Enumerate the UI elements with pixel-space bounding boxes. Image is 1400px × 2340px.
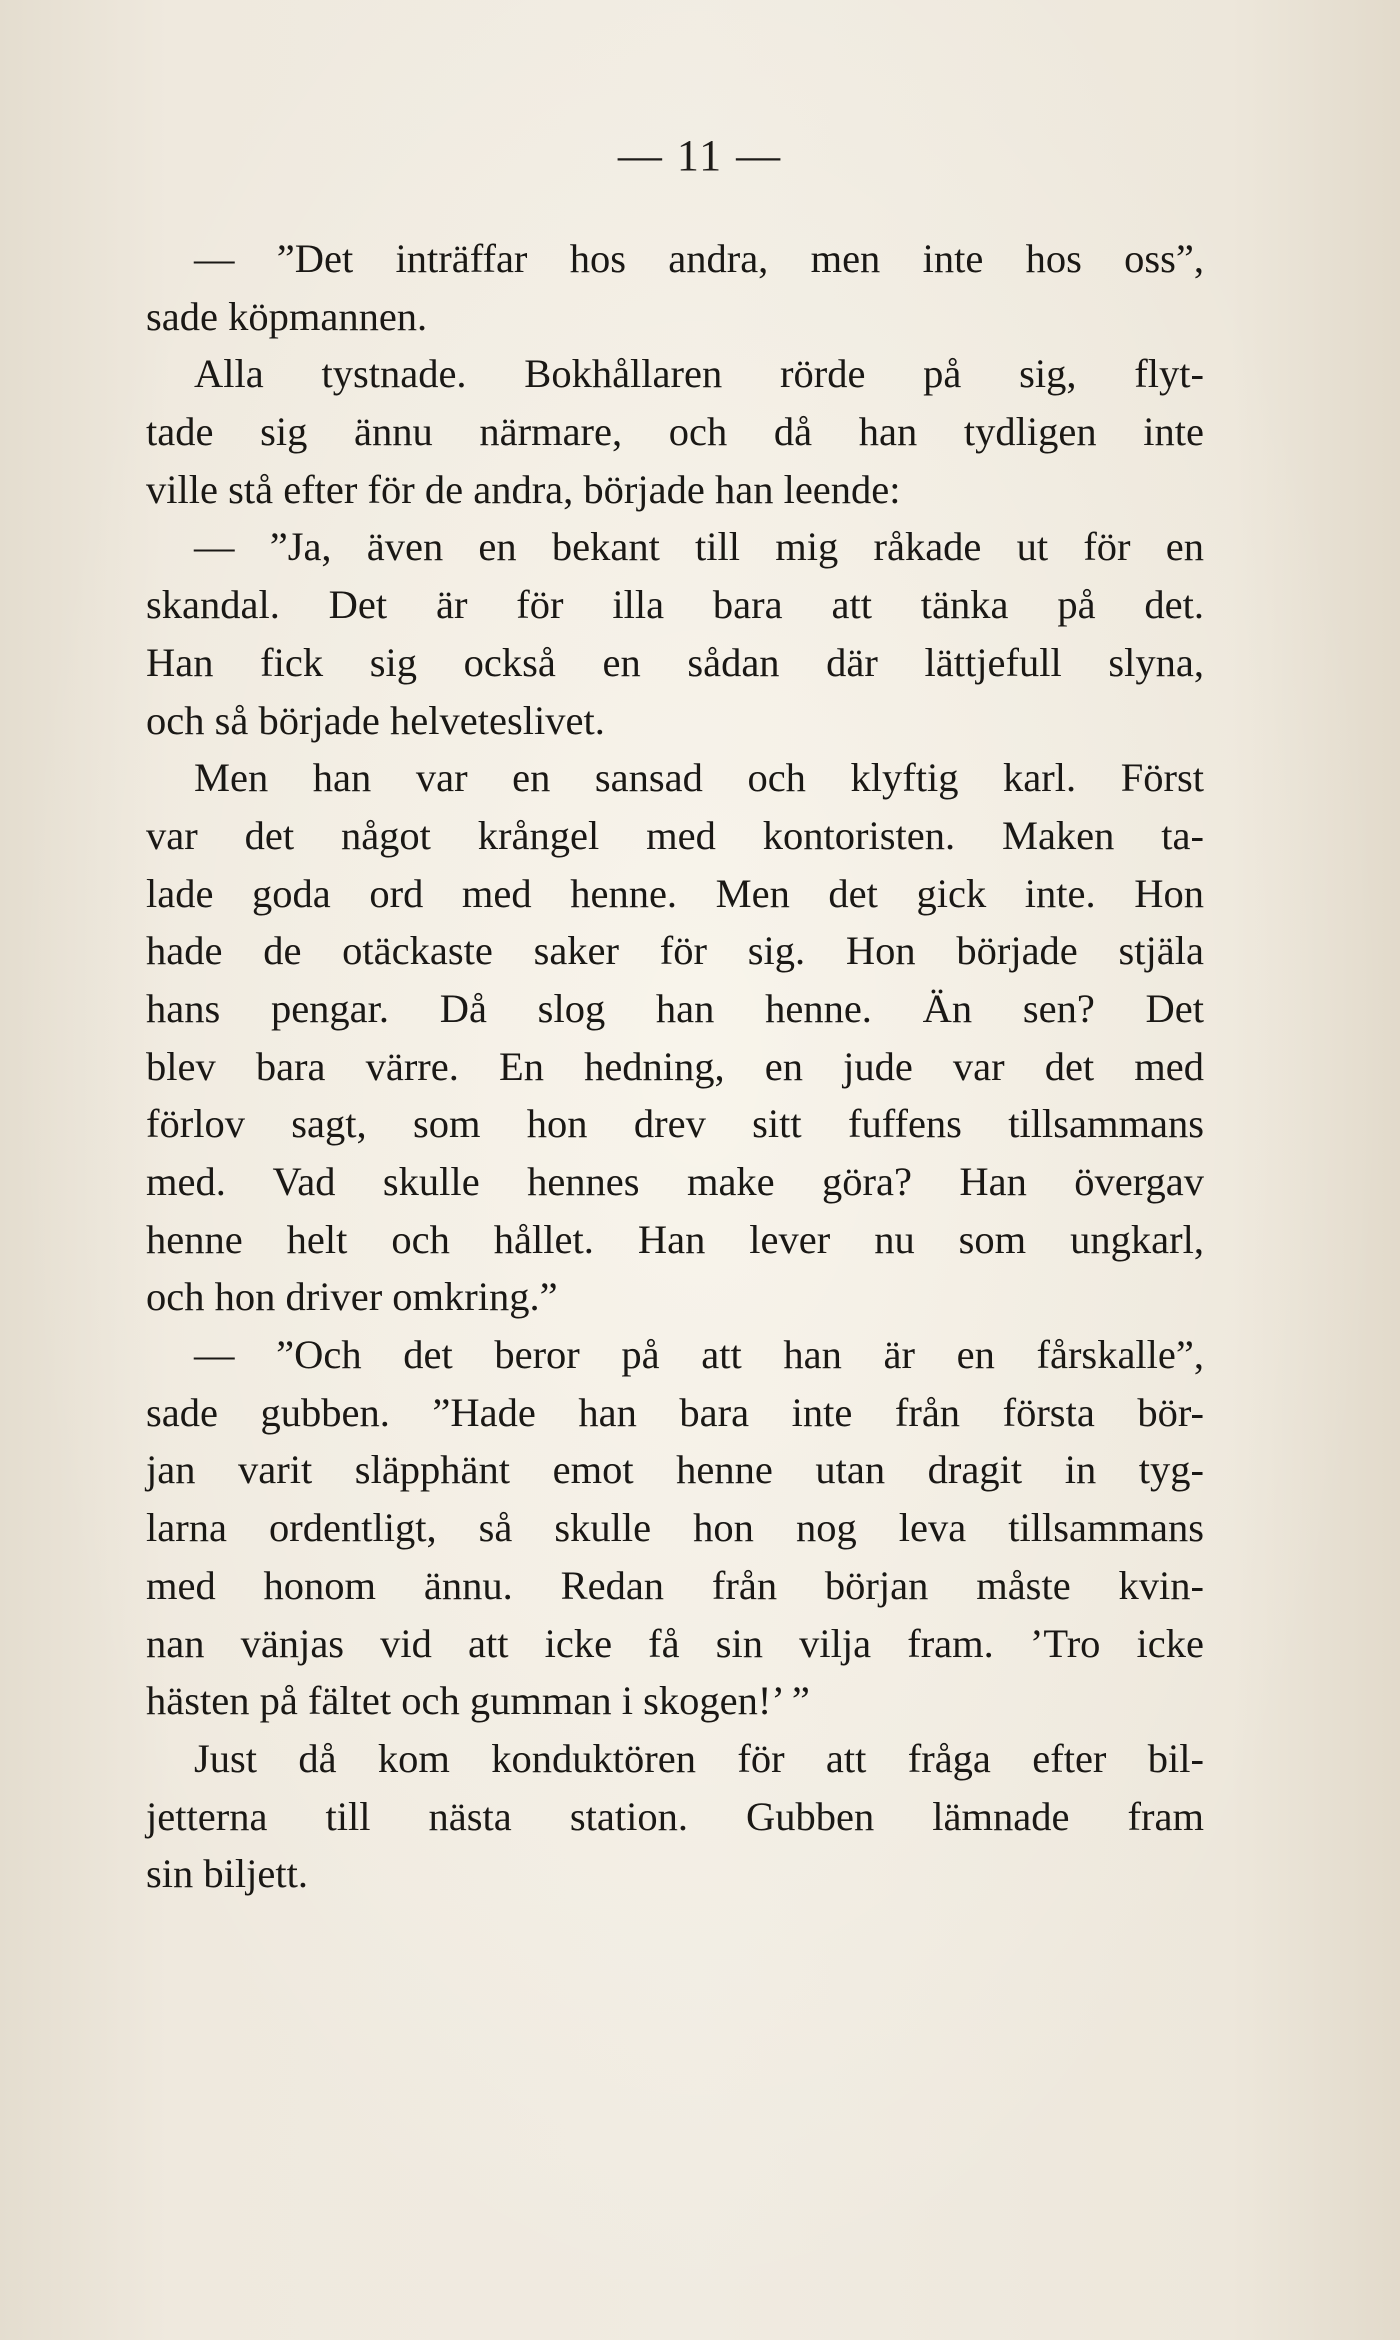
text-line: jetterna till nästa station. Gubben lämnade fram (146, 1793, 1204, 1839)
text-line: skandal. Det är för illa bara att tänka på det. (146, 582, 1204, 628)
text-line: tade sig ännu närmare, och då han tydligen inte (146, 409, 1204, 455)
text-line: ville stå efter för de andra, började han leende: (146, 466, 901, 512)
text-line: hästen på fältet och gumman i skogen!’ ” (146, 1678, 810, 1724)
text-line: hans pengar. Då slog han henne. Än sen? Det (146, 985, 1204, 1031)
text-line: och hon driver omkring.” (146, 1274, 558, 1320)
text-line: — ”Det inträffar hos andra, men inte hos oss”, (194, 236, 1204, 281)
text-line: förlov sagt, som hon drev sitt fuffens tillsammans (146, 1101, 1204, 1147)
text-line: blev bara värre. En hedning, en jude var det med (146, 1043, 1204, 1089)
text-line: Han fick sig också en sådan där lättjefull slyna, (146, 639, 1204, 685)
text-line: hade de otäckaste saker för sig. Hon började stjäla (146, 928, 1204, 974)
text-line: — ”Ja, även en bekant till mig råkade ut för en (194, 524, 1204, 570)
text-line: larna ordentligt, så skulle hon nog leva tillsammans (146, 1505, 1204, 1551)
text-line: och så började helveteslivet. (146, 697, 605, 743)
text-line: lade goda ord med henne. Men det gick inte. Hon (146, 870, 1204, 916)
text-line: Just då kom konduktören för att fråga efter bil- (194, 1735, 1204, 1781)
text-line: Men han var en sansad och klyftig karl. Först (194, 755, 1204, 801)
text-line: Alla tystnade. Bokhållaren rörde på sig, flyt- (194, 351, 1204, 397)
text-line: nan vänjas vid att icke få sin vilja fram. ’Tro icke (146, 1620, 1204, 1666)
text-line: sade köpmannen. (146, 293, 428, 339)
text-line: jan varit släpphänt emot henne utan dragit in tyg- (146, 1447, 1204, 1493)
text-line: var det något krångel med kontoristen. Maken ta- (146, 812, 1204, 858)
text-line: — ”Och det beror på att han är en fårskalle”, (194, 1332, 1204, 1378)
text-line: henne helt och hållet. Han lever nu som ungkarl, (146, 1216, 1204, 1262)
body-text (146, 230, 1204, 1903)
text-line: sin biljett. (146, 1851, 308, 1897)
page-number-header: — 11 — (617, 131, 783, 180)
text-line: sade gubben. ”Hade han bara inte från första bör- (146, 1389, 1204, 1435)
text-line: med. Vad skulle hennes make göra? Han övergav (146, 1159, 1204, 1204)
text-line: med honom ännu. Redan från början måste kvin- (146, 1562, 1204, 1608)
